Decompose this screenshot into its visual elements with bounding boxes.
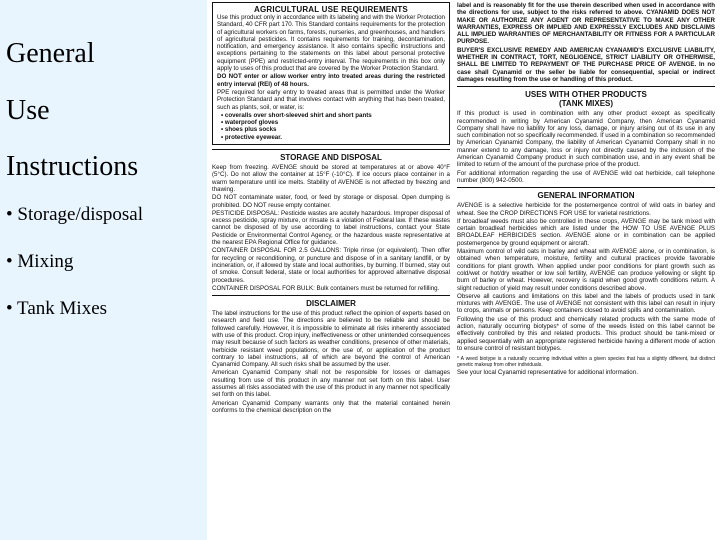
disclaimer-para-3: American Cyanamid Company warrants only that the material contained herein conforms to the chemical description on the [212,399,450,414]
agricultural-use-para-2: DO NOT enter or allow worker entry into treated areas during the restricted entry interval (REI) of 48 hours. [217,73,445,88]
ppe-item: • waterproof gloves [221,119,445,126]
bullet-tank-mixes: • Tank Mixes [6,298,108,319]
biotype-footnote: * A weed biotype is a naturally occurring individual within a given species that has a slightly different, but distinct genetic makeup from other individuals. [457,356,715,369]
warranty-para-1: label and is reasonably fit for the use therein described when used in accordance with the directions for use, subject to the risks referred to above. CYANAMID DOES NOT MAKE OR AUTHORIZE ANY AGENT OR REPRESENTATIVE TO MAKE ANY OTHER WARRANTIES, EXPRESS OR IMPLIED AND EXPRESSLY EXCLUDES AND DISCLAIMS ALL IMPLIED WARRANTIES OF MERCHANTABILITY OR FITNESS FOR A PARTICULAR PURPOSE. [457,2,715,46]
ppe-item: • coveralls over short-sleeved shirt and short pants [221,112,445,119]
ppe-item: • shoes plus socks [221,126,445,133]
section-divider [212,149,450,150]
storage-para-5: CONTAINER DISPOSAL FOR BULK: Bulk containers must be returned for refilling. [212,284,440,292]
agricultural-use-para-3: PPE required for early entry to treated areas that is permitted under the Worker Protection Standard and that involves contact with anything that has been treated, such as plants, soil, or water, is: [217,88,445,111]
bullet-storage-disposal: • Storage/disposal [6,204,143,225]
tank-mixes-heading: USES WITH OTHER PRODUCTS [525,90,647,100]
agricultural-use-heading: AGRICULTURAL USE REQUIREMENTS [254,5,408,14]
disclaimer-para-1: The label instructions for the use of this product reflect the opinion of experts based on research and field use. The directions are believed to be reliable and should be followed carefully. However, it is impossible to eliminate all risks inherently associated with use of this product. Crop injury, ineffectiveness or other unintended consequences may result because of such factors as weather conditions, presence of other materials, herbicide resistant weed populations, or the use of, or application of the product contrary to label instructions, all of which are beyond the control of American Cyanamid Company. All such risks shall be assumed by the user. [212,310,450,369]
general-para-4: Observe all cautions and limitations on this label and the labels of products used in tank mixtures with AVENGE. The use of AVENGE not consistent with this label can result in injury to crops, animals or persons. Keep containers closed to avoid spills and contamination. [457,292,715,315]
agricultural-use-box [212,2,450,145]
section-divider [212,295,450,296]
section-divider [457,86,715,87]
general-information-heading: GENERAL INFORMATION [537,191,635,201]
tank-mixes-para-2: For additional information regarding the use of AVENGE wild oat herbicide, call telephone number (800) 942-0500. [457,169,715,184]
slide-title-line-2: Use [6,95,50,126]
slide-title-line-3: Instructions [6,151,139,182]
general-para-1: AVENGE is a selective herbicide for the postemergence control of wild oats in barley and wheat. See the CROP DIRECTIONS FOR USE for varietal restrictions. [457,202,715,217]
bullet-mixing: • Mixing [6,251,74,272]
slide-text-panel [0,0,205,540]
slide-bullet-list [6,205,143,346]
general-para-2: If broadleaf weeds must also be controlled in these crops, AVENGE may be tank mixed with certain broadleaf herbicides which are listed under the HOW TO USE AVENGE PLUS BROADLEAF HERBICIDES section. AVENGE alone or in combination can be applied postemergence by ground equipment or aircraft. [457,217,715,247]
general-para-6: See your local Cyanamid representative for additional information. [457,369,638,377]
ppe-list [217,112,445,141]
section-divider [457,187,715,188]
warranty-para-2: BUYER'S EXCLUSIVE REMEDY AND AMERICAN CYANAMID'S EXCLUSIVE LIABILITY, WHETHER IN CONTRACT, TORT, NEGLIGENCE, STRICT LIABILITY OR OTHERWISE, SHALL BE LIMITED TO REPAYMENT OF THE PURCHASE PRICE OF AVENGE. In no case shall Cyanamid or the seller be liable for consequential, special or indirect damages resulting from the use or handling of this product. [457,46,715,83]
storage-para-3: PESTICIDE DISPOSAL: Pesticide wastes are acutely hazardous. Improper disposal of excess pesticide, spray mixture, or rinsate is a violation of Federal law. If these wastes cannot be disposed of by use according to label instructions, contact your State Pesticide or Environmental Control Agency, or the hazardous waste representative at the nearest EPA Regional Office for guidance. [212,209,450,247]
disclaimer-heading: DISCLAIMER [306,299,356,309]
ppe-item: • protective eyewear. [221,134,445,141]
tank-mixes-para-1: If this product is used in combination with any other product except as specifically recommended in writing by American Cyanamid Company, then American Cyanamid Company shall have no liability for any loss, damage, or injury arising out of its use in any such combination not so specifically recommended. If used in a combination so recommended by American Cyanamid Company, the liability of American Cyanamid Company shall in no manner extend to any damage, loss or injury not directly caused by the inclusion of the American Cyanamid Company product in such combination use, and in any event shall be limited to return of the amount of the purchase price of the product. [457,110,715,169]
agricultural-use-para-1: Use this product only in accordance with its labeling and with the Worker Protection Standard, 40 CFR part 170. This Standard contains requirements for the protection of agricultural workers on farms, forests, nurseries, and greenhouses, and handlers of agricultural pesticides. It contains requirements for training, decontamination, notification, and emergency assistance. It also contains specific instructions and exceptions pertaining to the statements on this label about personal protective equipment (PPE) and restricted-entry interval. The requirements in this box only apply to uses of this product that are covered by the Worker Protection Standard. [217,14,445,73]
slide-title-line-1: General [6,38,95,69]
tank-mixes-subheading: (TANK MIXES) [558,99,614,109]
storage-para-1: Keep from freezing. AVENGE should be stored at temperatures at or above 40°F (5°C). Do not allow the container at 15°F (-10°C). If ice occurs place container in a warm temperature until ice melts. Stability of AVENGE is not affected by freezing and thawing. [212,164,450,193]
storage-para-2: DO NOT contaminate water, food, or feed by storage or disposal. Open dumping is prohibited. DO NOT reuse empty container. [212,194,450,209]
label-document-image [207,0,720,540]
label-right-column [457,2,715,540]
disclaimer-para-2: American Cyanamid Company shall not be responsible for losses or damages resulting from use of this product in any manner not set forth on this label. User assumes all risks associated with the use of this product in any manner not specifically set forth on this label. [212,369,450,399]
storage-para-4: CONTAINER DISPOSAL FOR 2.5 GALLONS: Triple rinse (or equivalent). Then offer for recycling or reconditioning, or puncture and dispose of in a sanitary landfill, or by incineration, or, if allowed by state and local authorities, by burning. If burned, stay out of smoke. Consult federal, state or local authorities for approved alternative disposal procedures. [212,247,450,284]
label-left-column [212,2,450,540]
storage-disposal-heading: STORAGE AND DISPOSAL [280,153,382,163]
general-para-3: Maximum control of wild oats in barley and wheat with AVENGE alone, or in combination, is obtained when temperature, moisture, fertility and cultural practices provide favorable conditions for plant growth. When applied under poor conditions for plant growth such as cold/wet or hot/dry weather or low soil fertility, AVENGE can produce yellowing or slight tip burn of barley or wheat. However, recovery is rapid when good growth conditions return. A slight reduction of yield may result under conditions described above. [457,248,715,292]
general-para-5: Following the use of this product and chemically related products with the same mode of action, naturally occurring biotypes* of some of the weeds listed on this label cannot be effectively controlled by this and related products. This product should be tank-mixed or applied sequentially with an appropriate registered herbicide having a different mode of action to ensure control of resistant biotypes. [457,315,715,352]
